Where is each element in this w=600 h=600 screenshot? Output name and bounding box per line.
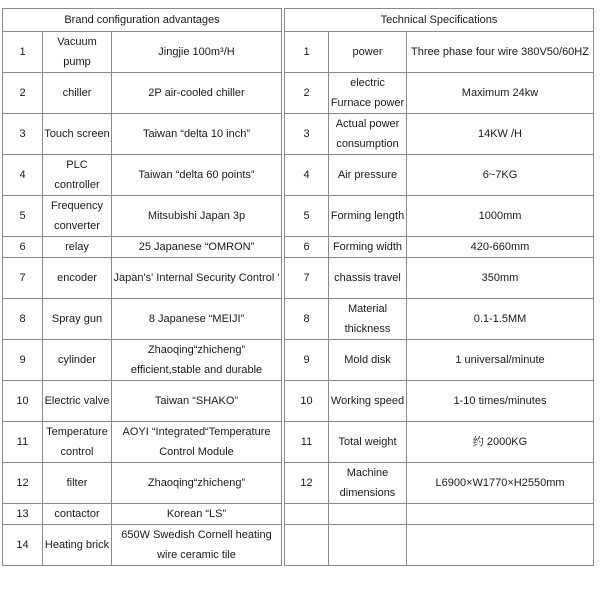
brand-value: AOYI “Integrated“Temperature Control Module — [112, 422, 282, 463]
spec-name: Actual power consumption — [329, 114, 407, 155]
spec-value: Maximum 24kw — [407, 73, 594, 114]
brand-index: 7 — [3, 258, 43, 299]
brand-value: Korean “LS” — [112, 504, 282, 525]
spec-value: 14KW /H — [407, 114, 594, 155]
brand-index: 13 — [3, 504, 43, 525]
spec-value: 420-660mm — [407, 237, 594, 258]
table-row — [3, 196, 594, 237]
spec-index: 12 — [285, 463, 329, 504]
spec-name: chassis travel — [329, 258, 407, 299]
brand-component: Frequency converter — [43, 196, 112, 237]
spec-index: 3 — [285, 114, 329, 155]
brand-component: cylinder — [43, 340, 112, 381]
spec-name — [329, 525, 407, 566]
table-row — [3, 463, 594, 504]
table-row — [3, 422, 594, 463]
brand-component: Temperature control — [43, 422, 112, 463]
spec-name — [329, 504, 407, 525]
spec-index — [285, 525, 329, 566]
spec-name: Material thickness — [329, 299, 407, 340]
spec-index: 1 — [285, 32, 329, 73]
brand-component: chiller — [43, 73, 112, 114]
spec-index: 5 — [285, 196, 329, 237]
spec-name: Machine dimensions — [329, 463, 407, 504]
spec-index: 11 — [285, 422, 329, 463]
brand-value: 25 Japanese “OMRON” — [112, 237, 282, 258]
spec-name: Total weight — [329, 422, 407, 463]
brand-component: Vacuum pump — [43, 32, 112, 73]
table-row — [3, 258, 594, 299]
brand-index: 12 — [3, 463, 43, 504]
spec-sheet — [2, 8, 594, 566]
brand-value: Taiwan “delta 60 points” — [112, 155, 282, 196]
brand-index: 1 — [3, 32, 43, 73]
spec-value — [407, 504, 594, 525]
brand-index: 6 — [3, 237, 43, 258]
table-row — [3, 504, 594, 525]
table-row — [3, 114, 594, 155]
table-row — [3, 525, 594, 566]
spec-value: Three phase four wire 380V50/60HZ — [407, 32, 594, 73]
brand-component: contactor — [43, 504, 112, 525]
spec-name: Working speed — [329, 381, 407, 422]
brand-config-header: Brand configuration advantages — [3, 9, 282, 32]
spec-value: 0.1-1.5MM — [407, 299, 594, 340]
brand-value: 8 Japanese “MEIJI” — [112, 299, 282, 340]
spec-index: 9 — [285, 340, 329, 381]
brand-index: 14 — [3, 525, 43, 566]
brand-index: 8 — [3, 299, 43, 340]
spec-index: 8 — [285, 299, 329, 340]
brand-value: Zhaoqing“zhicheng” efficient,stable and durable — [112, 340, 282, 381]
spec-value — [407, 525, 594, 566]
brand-component: PLC controller — [43, 155, 112, 196]
spec-name: Mold disk — [329, 340, 407, 381]
brand-value: Mitsubishi Japan 3p — [112, 196, 282, 237]
table-row — [3, 381, 594, 422]
table-row — [3, 340, 594, 381]
brand-value: 650W Swedish Cornell heating wire ceramic tile — [112, 525, 282, 566]
table-row — [3, 73, 594, 114]
spec-index: 10 — [285, 381, 329, 422]
spec-name: Air pressure — [329, 155, 407, 196]
brand-index: 3 — [3, 114, 43, 155]
spec-index — [285, 504, 329, 525]
tech-spec-header: Technical Specifications — [285, 9, 594, 32]
spec-index: 2 — [285, 73, 329, 114]
brand-value: Japan's' Internal Security Control ' — [112, 258, 282, 299]
brand-value: Jingjie 100m³/H — [112, 32, 282, 73]
brand-component: Spray gun — [43, 299, 112, 340]
table-row — [3, 237, 594, 258]
brand-component: Touch screen — [43, 114, 112, 155]
brand-value: Zhaoqing“zhicheng” — [112, 463, 282, 504]
brand-value: 2P air-cooled chiller — [112, 73, 282, 114]
spec-value: 约 2000KG — [407, 422, 594, 463]
brand-index: 9 — [3, 340, 43, 381]
spec-name: electric Furnace power — [329, 73, 407, 114]
spec-value: 1-10 times/minutes — [407, 381, 594, 422]
brand-value: Taiwan “SHAKO” — [112, 381, 282, 422]
brand-index: 2 — [3, 73, 43, 114]
table-row — [3, 299, 594, 340]
spec-table — [2, 8, 594, 566]
spec-index: 4 — [285, 155, 329, 196]
brand-component: relay — [43, 237, 112, 258]
brand-component: encoder — [43, 258, 112, 299]
spec-value: 1 universal/minute — [407, 340, 594, 381]
brand-index: 11 — [3, 422, 43, 463]
spec-name: power — [329, 32, 407, 73]
brand-component: Heating brick — [43, 525, 112, 566]
brand-component: filter — [43, 463, 112, 504]
spec-name: Forming width — [329, 237, 407, 258]
brand-value: Taiwan “delta 10 inch” — [112, 114, 282, 155]
spec-name: Forming length — [329, 196, 407, 237]
brand-index: 4 — [3, 155, 43, 196]
spec-value: 6~7KG — [407, 155, 594, 196]
spec-index: 7 — [285, 258, 329, 299]
spec-value: L6900×W1770×H2550mm — [407, 463, 594, 504]
table-row — [3, 155, 594, 196]
spec-value: 350mm — [407, 258, 594, 299]
brand-component: Electric valve — [43, 381, 112, 422]
brand-index: 10 — [3, 381, 43, 422]
table-row — [3, 32, 594, 73]
brand-index: 5 — [3, 196, 43, 237]
spec-index: 6 — [285, 237, 329, 258]
spec-value: 1000mm — [407, 196, 594, 237]
